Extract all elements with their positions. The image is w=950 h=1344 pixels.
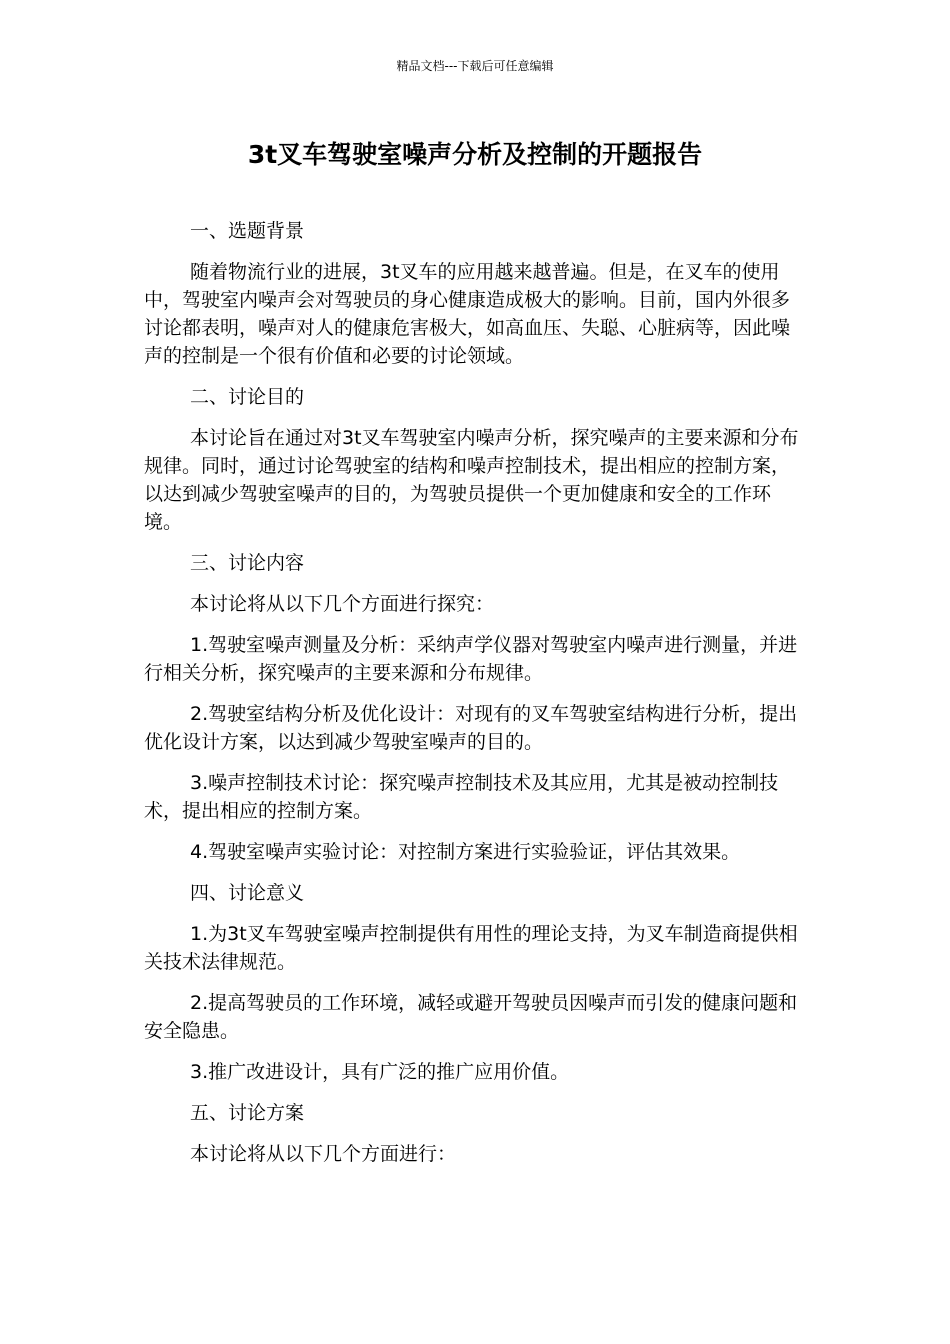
paragraph-background: 随着物流行业的进展，3t叉车的应用越来越普遍。但是，在叉车的使用中，驾驶室内噪声会对驾驶员的身心健康造成极大的影响。目前，国内外很多讨论都表明，噪声对人的健康危害极大，如高血压、失聪、心脏病等，因此噪声的控制是一个很有价值和必要的讨论领域。 <box>144 261 791 367</box>
list-item-content-4: 4.驾驶室噪声实验讨论：对控制方案进行实验验证，评估其效果。 <box>190 841 741 863</box>
paragraph-plan-intro: 本讨论将从以下几个方面进行： <box>190 1143 457 1165</box>
section-heading-content: 三、讨论内容 <box>190 552 305 574</box>
section-heading-purpose: 二、讨论目的 <box>190 386 305 408</box>
document-title: 3t叉车驾驶室噪声分析及控制的开题报告 <box>247 140 703 169</box>
list-item-content-2: 2.驾驶室结构分析及优化设计：对现有的叉车驾驶室结构进行分析，提出优化设计方案，以达到减少驾驶室噪声的目的。 <box>144 703 798 753</box>
section-heading-significance: 四、讨论意义 <box>190 882 305 904</box>
document-body <box>144 217 806 1181</box>
list-item-significance-2: 2.提高驾驶员的工作环境，减轻或避开驾驶员因噪声而引发的健康问题和安全隐患。 <box>144 992 798 1042</box>
list-item-content-1: 1.驾驶室噪声测量及分析：采纳声学仪器对驾驶室内噪声进行测量，并进行相关分析，探究噪声的主要来源和分布规律。 <box>144 634 798 684</box>
section-heading-plan: 五、讨论方案 <box>190 1102 305 1124</box>
page-header-note: 精品文档---下载后可任意编辑 <box>396 59 554 73</box>
paragraph-purpose: 本讨论旨在通过对3t叉车驾驶室内噪声分析，探究噪声的主要来源和分布规律。同时，通过讨论驾驶室的结构和噪声控制技术，提出相应的控制方案，以达到减少驾驶室噪声的目的，为驾驶员提供一个更加健康和安全的工作环境。 <box>144 427 799 533</box>
list-item-significance-3: 3.推广改进设计，具有广泛的推广应用价值。 <box>190 1061 570 1083</box>
paragraph-content-intro: 本讨论将从以下几个方面进行探究： <box>190 593 495 615</box>
list-item-content-3: 3.噪声控制技术讨论：探究噪声控制技术及其应用，尤其是被动控制技术，提出相应的控制方案。 <box>144 772 779 822</box>
list-item-significance-1: 1.为3t叉车驾驶室噪声控制提供有用性的理论支持，为叉车制造商提供相关技术法律规范。 <box>144 923 798 973</box>
section-heading-background: 一、选题背景 <box>190 220 305 242</box>
